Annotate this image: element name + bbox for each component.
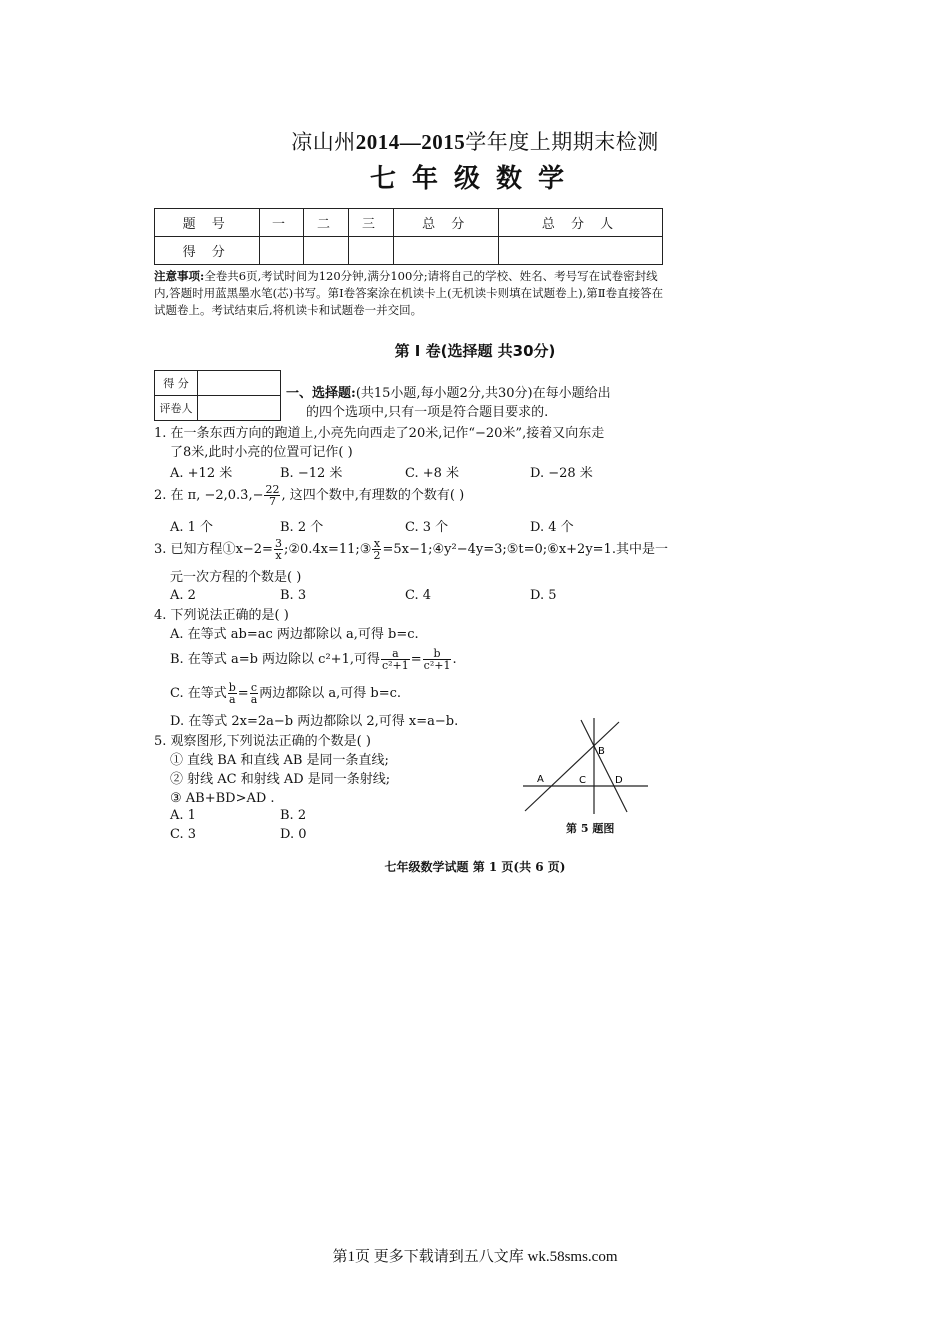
fraction: $\frac{c}{a}$: [250, 681, 258, 706]
score-cell: 总 分: [394, 209, 499, 237]
option: B. 在等式 a=b 两边除以 c²+1,可得 $\frac{a}{\text{c²+1}}$ = $\frac{b}{\text{c²+1}}$ .: [170, 647, 457, 672]
option: C. 3: [170, 827, 197, 842]
fraction: $\frac{a}{\text{c²+1}}$: [381, 647, 409, 672]
fraction: $\frac{b}{\text{c²+1}}$: [423, 647, 451, 672]
option: C. +8 米: [405, 466, 460, 481]
option: B. −12 米: [280, 466, 343, 481]
option: B. 2: [280, 808, 307, 823]
score-blank: [349, 237, 394, 265]
option: B. 2 个: [280, 520, 324, 535]
grader-score-label: 得 分: [155, 371, 198, 396]
point-c-label: C: [579, 775, 586, 786]
score-cell: 总 分 人: [498, 209, 662, 237]
question-5: 5. 观察图形,下列说法正确的个数是( ): [154, 734, 371, 749]
grader-box: [154, 370, 281, 421]
grader-name-blank: [198, 396, 281, 421]
score-cell: 得 分: [155, 237, 260, 265]
option: D. 5: [530, 588, 557, 603]
question-2: 2. 在 π, −2,0.3̇,− $\frac{22}{7}$ , 这四个数中,有理数的个数有( ): [154, 483, 465, 508]
fraction: $\frac{x}{2}$: [373, 537, 381, 562]
question-4: 4. 下列说法正确的是( ): [154, 608, 289, 623]
score-table: [154, 208, 663, 265]
option: A. 1: [170, 808, 196, 823]
exam-header-line: 凉山州2014—2015学年度上期期末检测: [291, 130, 659, 154]
statement: ① 直线 BA 和直线 AB 是同一条直线;: [170, 753, 389, 768]
score-cell: 一: [259, 209, 304, 237]
score-table-header-row: [155, 209, 663, 237]
option: A. 2: [170, 588, 196, 603]
statement: ③ AB+BD>AD .: [170, 791, 275, 806]
option: A. 1 个: [170, 520, 214, 535]
option: A. +12 米: [170, 466, 233, 481]
question-3-line2: 元一次方程的个数是( ): [170, 570, 302, 585]
option: B. 3: [280, 588, 307, 603]
option: D. 在等式 2x=2a−b 两边都除以 2,可得 x=a−b.: [170, 714, 459, 729]
fraction: $\frac{3}{x}$: [274, 537, 282, 562]
score-cell: 题 号: [155, 209, 260, 237]
score-table-score-row: [155, 237, 663, 265]
fraction: $\frac{b}{a}$: [228, 681, 236, 706]
grader-name-label: 评卷人: [155, 396, 198, 421]
fraction: $\frac{22}{7}$: [265, 483, 280, 508]
line-bd: [581, 720, 627, 812]
score-blank: [304, 237, 349, 265]
point-d-label: D: [615, 775, 623, 786]
score-cell: 二: [304, 209, 349, 237]
page-info: 七年级数学试题 第 1 页(共 6 页): [384, 860, 566, 874]
option: D. 4 个: [530, 520, 574, 535]
option: C. 在等式 $\frac{b}{a}$ = $\frac{c}{a}$ 两边都除以 a,可得 b=c.: [170, 681, 402, 706]
option: A. 在等式 ab=ac 两边都除以 a,可得 b=c.: [170, 627, 419, 642]
option: C. 3 个: [405, 520, 449, 535]
score-blank: [394, 237, 499, 265]
point-b-label: B: [598, 746, 605, 757]
exam-title: 七年级数学: [369, 164, 580, 194]
section-title: 第 Ⅰ 卷(选择题 共30分): [394, 342, 556, 360]
option: C. 4: [405, 588, 432, 603]
watermark-footer: 第1页 更多下载请到五八文库 wk.58sms.com: [332, 1249, 618, 1265]
question-3: 3. 已知方程①x−2= $\frac{3}{x}$ ;②0.4x=11;③ $\frac{x}{2}$ =5x−1;④y²−4y=3;⑤t=0;⑥x+2y=1.其中是一: [154, 537, 668, 562]
figure-caption: 第 5 题图: [566, 822, 615, 835]
score-cell: 三: [349, 209, 394, 237]
option: D. 0: [280, 827, 307, 842]
option: D. −28 米: [530, 466, 593, 481]
part-intro: 一、选择题:(共15小题,每小题2分,共30分)在每小题给出 的四个选项中,只有一项是符合题目要求的.: [286, 386, 611, 420]
score-blank: [498, 237, 662, 265]
geometry-figure: [515, 716, 655, 816]
question-1: 1. 在一条东西方向的跑道上,小亮先向西走了20米,记作“−20米”,接着又向东走 了8米,此时小亮的位置可记作( ): [154, 426, 605, 460]
point-a-label: A: [537, 774, 544, 785]
score-blank: [259, 237, 304, 265]
exam-notice: 注意事项:全卷共6页,考试时间为120分钟,满分100分;请将自己的学校、姓名、考号写在试卷密封线内,答题时用蓝黑墨水笔(芯)书写。第Ⅰ卷答案涂在机读卡上(无机读卡则填在试题卷上),第Ⅱ卷直接答在试题卷上。考试结束后,将机读卡和试题卷一并交回。: [154, 269, 664, 317]
statement: ② 射线 AC 和射线 AD 是同一条射线;: [170, 772, 391, 787]
grader-score-blank: [198, 371, 281, 396]
